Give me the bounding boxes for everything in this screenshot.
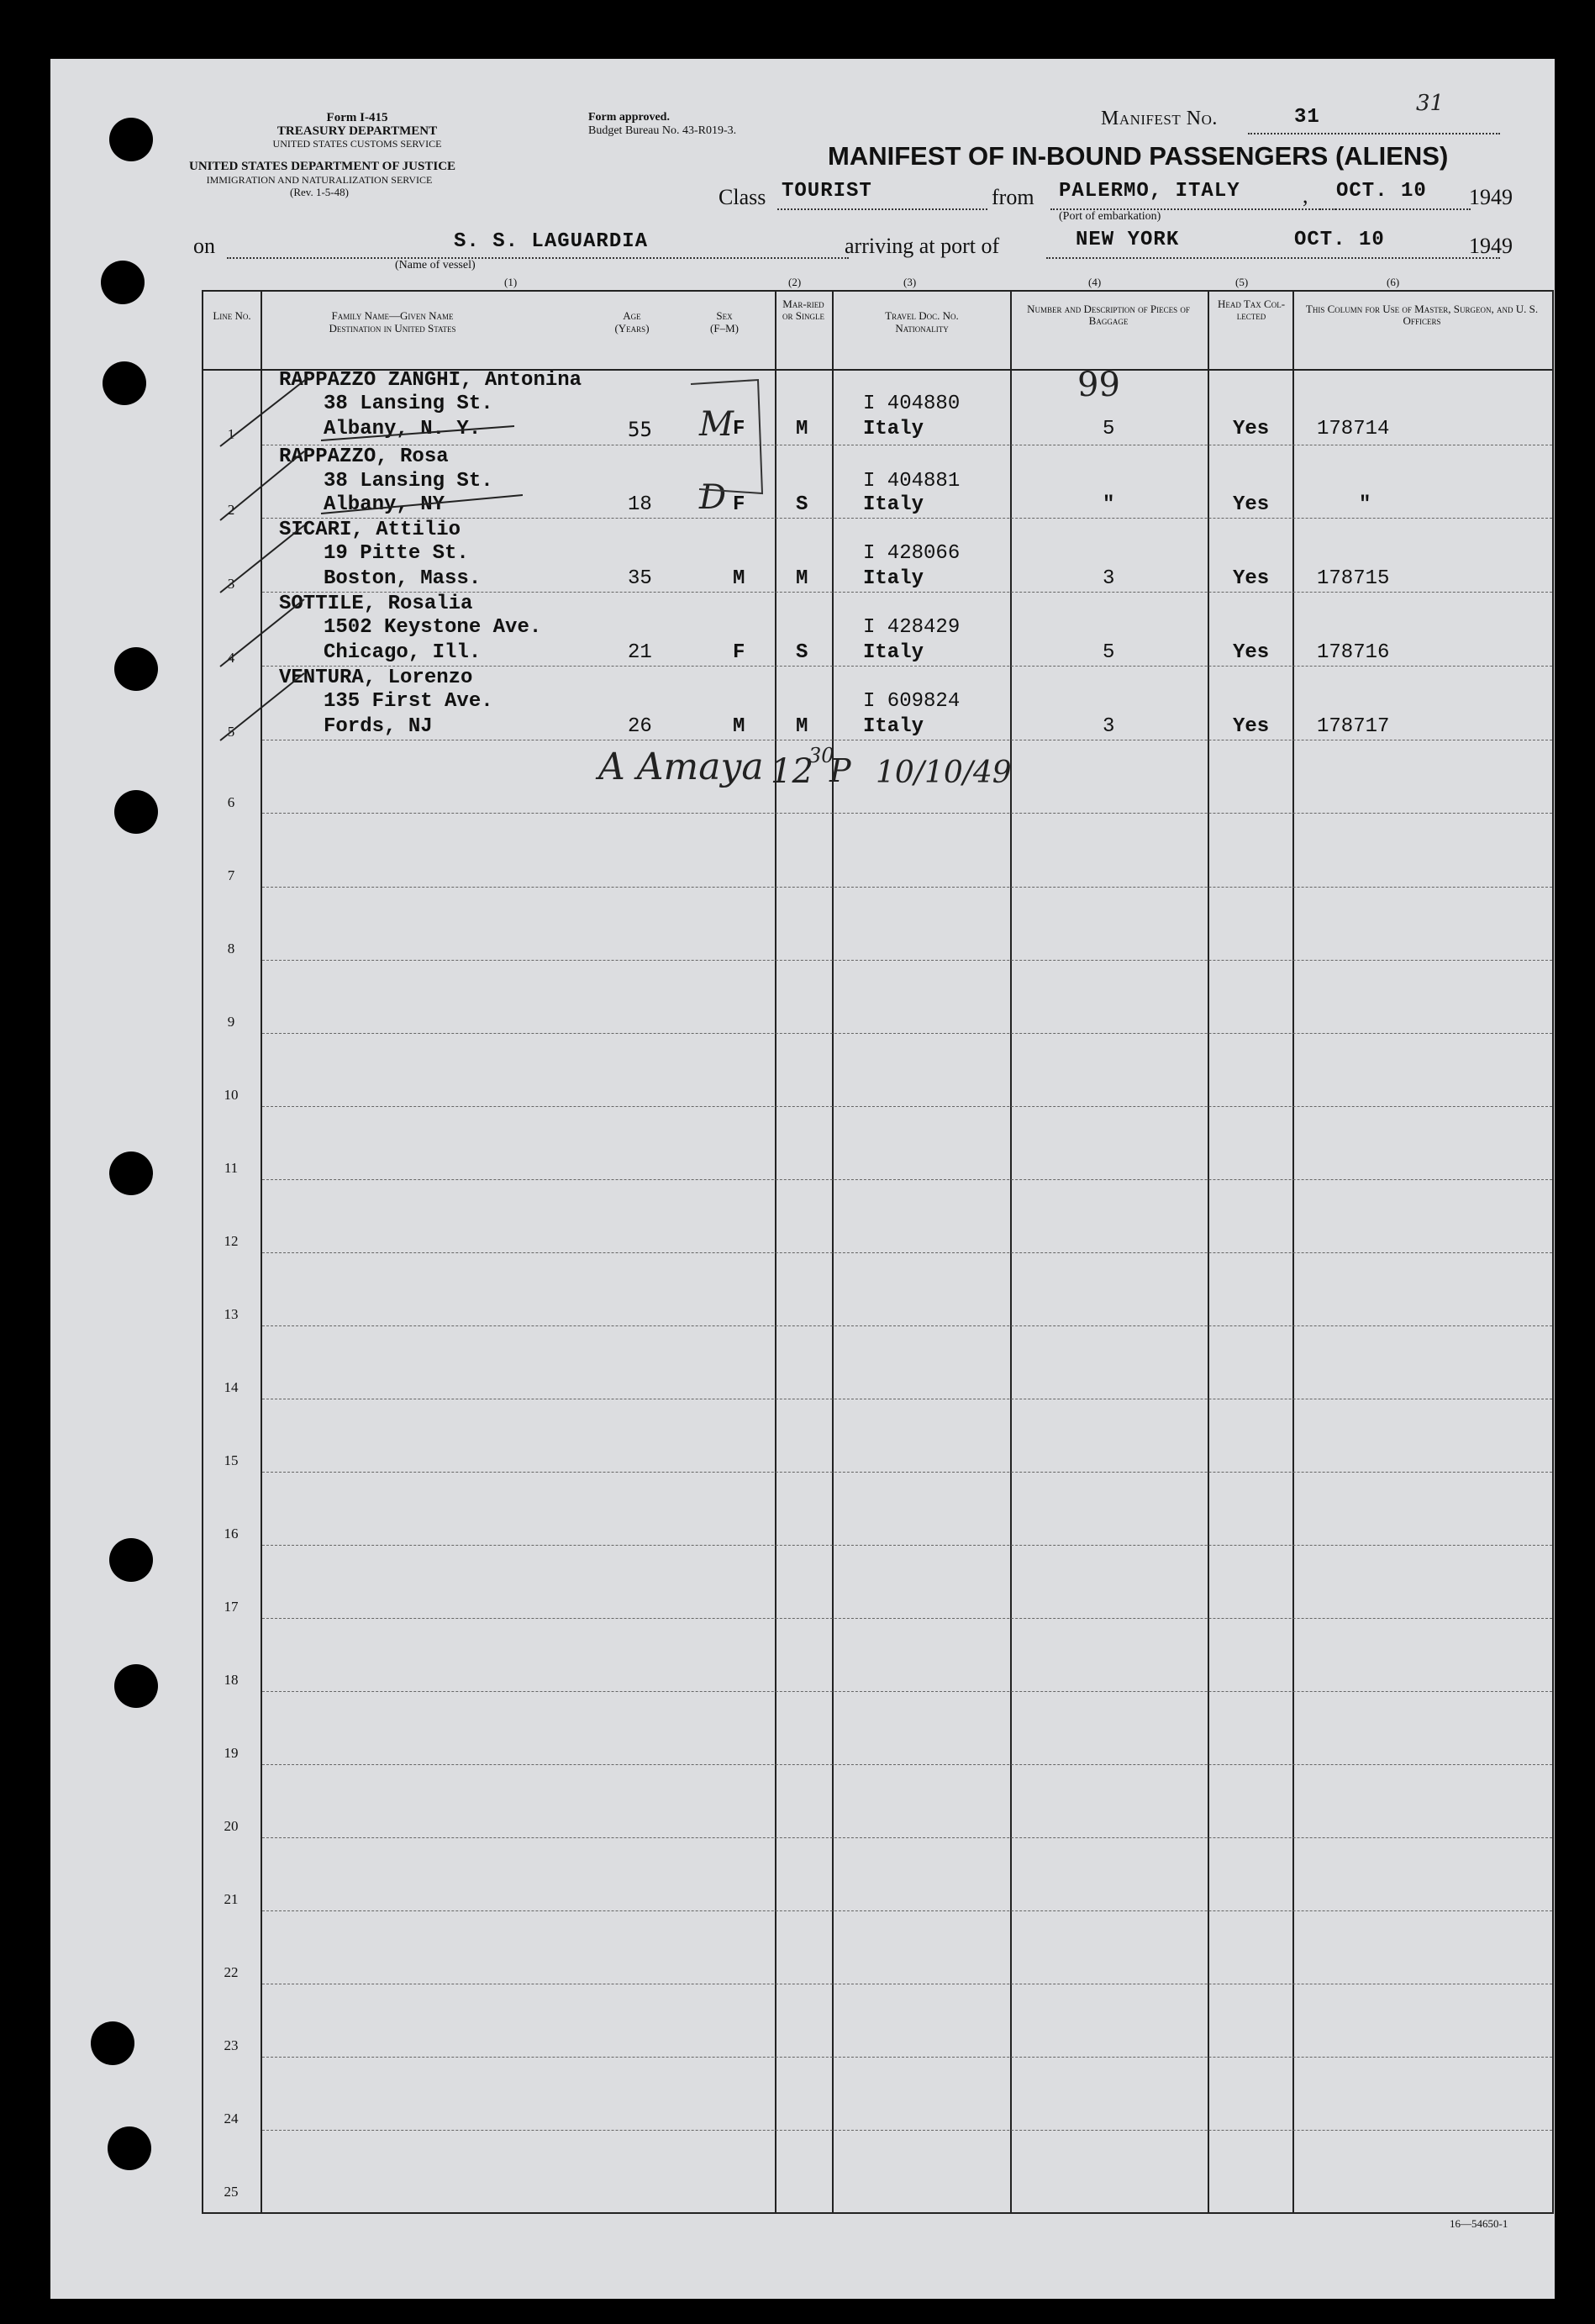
handwritten-time-minutes: 30 [808, 744, 834, 767]
binder-hole [114, 790, 158, 834]
line-number: 12 [224, 1233, 239, 1249]
passenger-age: 26 [628, 715, 652, 738]
date1-fill-line [1319, 208, 1471, 210]
binder-hole [109, 1538, 153, 1582]
travel-doc: I 609824 [863, 690, 961, 713]
passenger-address: 38 Lansing St. [324, 470, 493, 493]
dept-justice: UNITED STATES DEPARTMENT OF JUSTICE [189, 160, 456, 173]
col-num-2: (2) [788, 276, 802, 288]
passenger-address: 38 Lansing St. [324, 393, 493, 415]
row-line [262, 813, 1552, 814]
row-line [262, 1252, 1552, 1253]
marital-status: M [796, 715, 808, 738]
arrival-date: OCT. 10 [1294, 229, 1385, 251]
line-number: 9 [227, 1014, 235, 1030]
sex-bracket [682, 376, 775, 502]
head-tax: Yes [1233, 567, 1270, 590]
marital-status: M [796, 567, 808, 590]
embarkation-port: PALERMO, ITALY [1059, 180, 1240, 203]
nationality: Italy [863, 493, 924, 516]
arrival-year: 1949 [1469, 234, 1513, 258]
line-number: 11 [224, 1160, 239, 1176]
form-approved: Form approved. [588, 111, 670, 124]
line-number: 18 [224, 1672, 239, 1688]
travel-doc: I 404880 [863, 393, 961, 415]
check-marks [203, 369, 523, 756]
passenger-sex: F [733, 418, 745, 440]
line-number: 3 [227, 576, 235, 592]
head-tax: Yes [1233, 418, 1270, 440]
marital-status: M [796, 418, 808, 440]
passenger-name: RAPPAZZO, Rosa [279, 445, 449, 468]
binder-hole [114, 1664, 158, 1708]
class-label: Class [719, 185, 766, 209]
col-header-sex: Sex [716, 309, 733, 322]
class-fill-line [777, 208, 987, 210]
col-num-4: (4) [1088, 276, 1102, 288]
row-line [262, 2130, 1552, 2131]
passenger-city: Fords, NJ [324, 715, 433, 738]
port-caption: (Port of embarkation) [1059, 210, 1161, 223]
col-header-head-tax: Head Tax Col-lected [1217, 298, 1286, 322]
passenger-address: 135 First Ave. [324, 690, 493, 713]
col-header-officers: This Column for Use of Master, Surgeon, and U. S. Officers [1305, 303, 1539, 327]
passenger-sex: F [733, 493, 745, 516]
nationality: Italy [863, 567, 924, 590]
line-number: 21 [224, 1891, 239, 1907]
handwritten-time-pm: P [829, 752, 851, 789]
line-number: 6 [227, 794, 235, 810]
line-number: 24 [224, 2111, 239, 2126]
baggage-count: 3 [1103, 567, 1115, 590]
line-number: 17 [224, 1599, 239, 1615]
officer-number: 178716 [1317, 641, 1390, 664]
marital-status: S [796, 641, 808, 664]
col-header-married: Mar-ried or Single [782, 298, 824, 322]
binder-hole [109, 118, 153, 161]
travel-doc: I 428429 [863, 616, 961, 639]
line-number: 1 [227, 426, 235, 442]
baggage-count: 5 [1103, 418, 1115, 440]
line-number: 25 [224, 2184, 239, 2200]
handwritten-baggage-note: 99 [1077, 366, 1120, 404]
line-number: 23 [224, 2037, 239, 2053]
binder-hole [103, 361, 146, 405]
handwritten-date: 10/10/49 [876, 756, 1012, 790]
col-num-6: (6) [1387, 276, 1400, 288]
col-num-5: (5) [1235, 276, 1249, 288]
nationality: Italy [863, 641, 924, 664]
vessel-caption: (Name of vessel) [395, 259, 476, 271]
departure-year: 1949 [1469, 185, 1513, 209]
passenger-age: 18 [628, 493, 652, 516]
manifest-number: 31 [1294, 106, 1320, 129]
class-value: TOURIST [782, 180, 872, 203]
handwritten-signature: A Amaya [598, 746, 764, 788]
row-line [262, 1837, 1552, 1838]
binder-hole [108, 2126, 151, 2170]
binder-hole [109, 1151, 153, 1195]
passenger-age: 55 [628, 418, 652, 441]
passenger-age: 35 [628, 567, 652, 590]
officer-number: 178714 [1317, 418, 1390, 440]
col-num-3: (3) [903, 276, 917, 288]
passenger-city: Albany, N. Y. [324, 418, 482, 440]
travel-doc: I 404881 [863, 470, 961, 493]
nationality: Italy [863, 418, 924, 440]
nationality: Italy [863, 715, 924, 738]
row-line [262, 1179, 1552, 1180]
from-label: from [992, 185, 1034, 209]
baggage-count: " [1103, 493, 1115, 516]
revision: (Rev. 1-5-48) [290, 186, 349, 198]
col-header-line: Line No. [213, 309, 251, 322]
handwritten-sex-mark: D [699, 478, 727, 517]
passenger-city: Albany, NY [324, 493, 445, 516]
line-number: 2 [227, 502, 235, 518]
form-number: Form I-415 [326, 111, 388, 124]
manifest-no-line [1248, 133, 1500, 134]
handwritten-sex-mark: M [699, 405, 734, 444]
line-number: 16 [224, 1526, 239, 1541]
head-tax: Yes [1233, 715, 1270, 738]
passenger-sex: F [733, 641, 745, 664]
treasury-dept: TREASURY DEPARTMENT [276, 124, 438, 138]
budget-bureau: Budget Bureau No. 43-R019-3. [588, 124, 737, 137]
footer-code: 16—54650-1 [1450, 2217, 1508, 2230]
travel-doc: I 428066 [863, 542, 961, 565]
row-line [262, 1691, 1552, 1692]
row-line [262, 1472, 1552, 1473]
manifest-sheet: Form I-415 TREASURY DEPARTMENT UNITED STATES CUSTOMS SERVICE UNITED STATES DEPARTMENT OF JUSTICE IMMIGRATION AND NATURALIZATION SERVICE (Rev. 1-5-48) Form approved. Budget Bureau No. 43-R019-3. Manifest No. 31 31 MANIFEST OF IN-BOUND PASSENGERS (ALIENS) Class TOURIST from PALERMO, ITALY , OCT. 10 1949 (Port of embarkation) on S. S. LAGUARDIA (Name of vessel) arriving at port of NEW YORK OCT. 10 1949 (1) (2) (3) (4) (5) (6) Line No. Family Name—Given Name Destination in United States Age (Years) Sex (F–M) Mar-ried or Single Travel Doc. No. Nationality Number and Description of Pieces of Baggage Head Tax Col-lected This Column for Use of Master, Surgeon, and U. S. Officers 1 RAPPAZZO ZANGHI, Antonina 38 Lansing St. Albany, N. Y. 55 F M I 404880 Italy 5 Yes 178714 99 M 2 RAPPAZZO, Rosa 38 Lansing St. Albany, NY 18 F S I 404881 Italy " Yes " D 3 SICARI, Attilio 19 Pitte St. Boston, Mass. 35 M M I 428066 Italy 3 Yes 178715 4 SOTTILE, Rosalia 1502 Keystone Ave. Chicago, Ill. 21 F S I 428429 Italy 5 Yes 178716 5 VENTURA, Lorenzo 135 First Ave. Fords, NJ 26 M M I 609824 Italy 3 Yes 178717 A Amaya 12 30 P 10/10/49 6 7 8 9 10 11 12 13 14 15 16 17 18 19 20 21 22 23 24 25 16—54650-1 [50, 59, 1555, 2299]
handwritten-time: 12 [771, 752, 813, 791]
line-number: 19 [224, 1745, 239, 1761]
passenger-table [202, 290, 1554, 2214]
row-line [262, 1545, 1552, 1546]
marital-status: S [796, 493, 808, 516]
line-number: 8 [227, 941, 235, 956]
passenger-name: SICARI, Attilio [279, 519, 461, 541]
binder-hole [101, 261, 145, 304]
officer-number: 178715 [1317, 567, 1390, 590]
departure-date: OCT. 10 [1336, 180, 1427, 203]
passenger-city: Boston, Mass. [324, 567, 482, 590]
customs-service: UNITED STATES CUSTOMS SERVICE [272, 138, 442, 150]
col-num-1: (1) [504, 276, 518, 288]
line-number: 4 [227, 650, 235, 666]
on-label: on [193, 234, 215, 258]
col-header-sex-fm: (F–M) [710, 322, 739, 335]
binder-hole [114, 647, 158, 691]
arrival-port: NEW YORK [1076, 229, 1180, 251]
line-number: 13 [224, 1306, 239, 1322]
row-line [262, 1910, 1552, 1911]
line-number: 20 [224, 1818, 239, 1834]
row-line [262, 1033, 1552, 1034]
passenger-sex: M [733, 567, 745, 590]
row-line [262, 1618, 1552, 1619]
officer-number: " [1359, 493, 1371, 516]
passenger-name: SOTTILE, Rosalia [279, 593, 473, 615]
line-number: 14 [224, 1379, 239, 1395]
col-header-name: Family Name—Given Name [331, 309, 454, 322]
col-header-travel-doc: Travel Doc. No. [885, 309, 959, 322]
passenger-name: RAPPAZZO ZANGHI, Antonina [279, 369, 582, 392]
col-header-nationality: Nationality [895, 322, 949, 335]
vessel-fill-line [227, 257, 849, 259]
line-number: 15 [224, 1452, 239, 1468]
line-number: 5 [227, 724, 235, 740]
line-number: 7 [227, 867, 235, 883]
col-header-baggage: Number and Description of Pieces of Baggage [1027, 303, 1190, 327]
baggage-count: 5 [1103, 641, 1115, 664]
line-number: 10 [224, 1087, 239, 1103]
manifest-title: MANIFEST OF IN-BOUND PASSENGERS (ALIENS) [828, 141, 1449, 171]
row-line [262, 1764, 1552, 1765]
passenger-age: 21 [628, 641, 652, 664]
binder-hole [91, 2021, 134, 2065]
manifest-no-label: Manifest No. [1101, 108, 1218, 129]
col-header-destination: Destination in United States [329, 322, 456, 335]
col-header-age: Age [623, 309, 641, 322]
col-header-age-years: (Years) [614, 322, 650, 335]
passenger-address: 1502 Keystone Ave. [324, 616, 542, 639]
passenger-address: 19 Pitte St. [324, 542, 469, 565]
passenger-name: VENTURA, Lorenzo [279, 667, 473, 689]
row-line [262, 960, 1552, 961]
baggage-count: 3 [1103, 715, 1115, 738]
head-tax: Yes [1233, 493, 1270, 516]
line-number: 22 [224, 1964, 239, 1980]
vessel-name: S. S. LAGUARDIA [454, 230, 649, 253]
passenger-sex: M [733, 715, 745, 738]
row-line [262, 887, 1552, 888]
row-line [262, 1106, 1552, 1107]
row-line [262, 2057, 1552, 2058]
row-line [262, 1325, 1552, 1326]
ins-service: IMMIGRATION AND NATURALIZATION SERVICE [206, 174, 433, 186]
head-tax: Yes [1233, 641, 1270, 664]
handwritten-manifest-note: 31 [1416, 91, 1445, 116]
passenger-city: Chicago, Ill. [324, 641, 482, 664]
arriving-label: arriving at port of [845, 234, 1000, 258]
officer-number: 178717 [1317, 715, 1390, 738]
arrival-fill-line [1046, 257, 1500, 259]
